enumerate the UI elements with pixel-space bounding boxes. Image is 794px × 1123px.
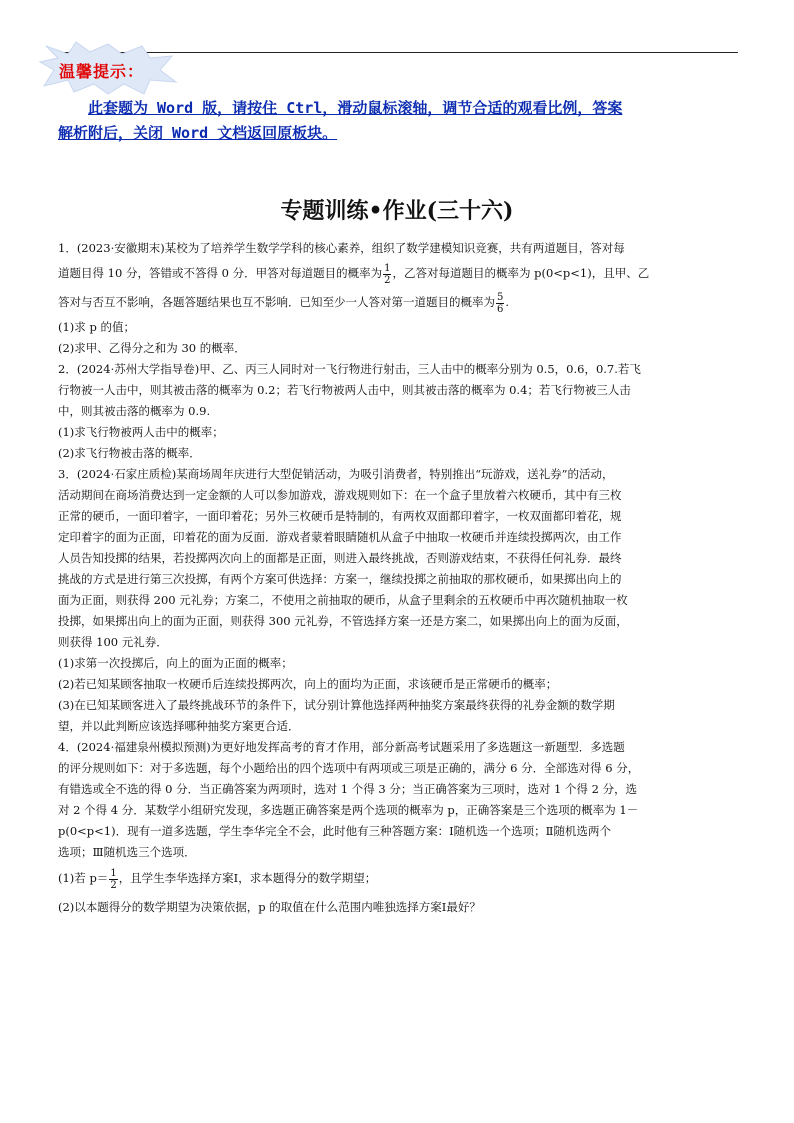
q1-sub-2: (2)求甲、乙得分之和为 30 的概率．: [58, 341, 246, 355]
fraction-denominator: 6: [497, 303, 504, 315]
q1-text: ，乙答对每道题目的概率为 p(0<p<1)，且甲、乙: [392, 266, 650, 280]
q3-line: 3．(2024·石家庄质检)某商场周年庆进行大型促销活动，为吸引消费者，特别推出“玩游戏，送礼券”的活动，: [58, 467, 614, 481]
q1-text: 答对与否互不影响，各题答题结果也互不影响．已知至少一人答对第一道题目的概率为: [58, 295, 495, 309]
q1-line: [58, 287, 742, 317]
tip-title: 温馨提示：: [59, 62, 145, 81]
q3-sub-1: (1)求第一次投掷后，向上的面为正面的概率；: [58, 656, 293, 670]
fraction-numerator: 1: [110, 867, 117, 879]
q3-line: 则获得 100 元礼券．: [58, 635, 168, 649]
q3-line: 投掷，如果掷出向上的面为正面，则获得 300 元礼券，不管选择方案一还是方案二，如果掷出向上的面为反面，: [58, 614, 628, 628]
q3-line: 面为正面，则获得 200 元礼券；方案二，不使用之前抽取的硬币，从盒子里剩余的五枚硬币中再次随机抽取一枚: [58, 593, 628, 607]
fraction-one-half: [383, 263, 391, 286]
q2-sub-1: (1)求飞行物被两人击中的概率；: [58, 425, 224, 439]
q3-sub-3: (3)在已知某顾客进入了最终挑战环节的条件下，试分别计算他选择两种抽奖方案最终获得的礼券金额的数学期: [58, 698, 615, 712]
q1-line: [58, 259, 742, 287]
q4-line: 4．(2024·福建泉州模拟预测)为更好地发挥高考的育才作用，部分新高考试题采用了多选题这一新题型．多选题: [58, 740, 625, 754]
q3-line: 人员告知投掷的结果，若投掷两次向上的面都是正面，则进入最终挑战，否则游戏结束，不获得任何礼券．最终: [58, 551, 622, 565]
q1-line: 1．(2023·安徽期末)某校为了培养学生数学学科的核心素养，组织了数学建模知识竞赛，共有两道题目，答对每: [58, 241, 625, 255]
fraction-denominator: 2: [110, 879, 117, 891]
fraction-numerator: 1: [384, 262, 391, 274]
q4-line: 有错选或全不选的得 0 分．当正确答案为两项时，选对 1 个得 3 分；当正确答案为三项时，选对 1 个得 2 分，选: [58, 782, 638, 796]
q3-sub-3: 望，并以此判断应该选择哪种抽奖方案更合适．: [58, 719, 300, 733]
questions: [58, 238, 742, 918]
q4-sub-2: (2)以本题得分的数学期望为决策依据，p 的取值在什么范围内唯独选择方案Ⅰ最好？: [58, 900, 481, 914]
fraction-numerator: 5: [497, 291, 504, 303]
q4-sub-1: [58, 863, 742, 893]
document-title: 专题训练•作业(三十六): [280, 198, 514, 224]
fraction-one-half: [109, 868, 117, 891]
q3-sub-2: (2)若已知某顾客抽取一枚硬币后连续投掷两次，向上的面均为正面，求该硬币是正常硬币的概率；: [58, 677, 558, 691]
word-notice: [58, 96, 742, 146]
notice-line-2: 解析附后，关闭 Word 文档返回原板块。: [58, 124, 338, 142]
q1-text: 道题目得 10 分，答错或不答得 0 分．甲答对每道题目的概率为: [58, 266, 383, 280]
q3-line: 活动期间在商场消费达到一定金额的人可以参加游戏，游戏规则如下：在一个盒子里放着六枚硬币，其中有三枚: [58, 488, 622, 502]
notice-line-1: 此套题为 Word 版，请按住 Ctrl，滑动鼠标滚轴，调节合适的观看比例，答案: [88, 99, 623, 117]
q4-text: ，且学生李华选择方案Ⅰ，求本题得分的数学期望；: [118, 871, 377, 885]
q2-sub-2: (2)求飞行物被击落的概率．: [58, 446, 201, 460]
fraction-five-sixths: [496, 292, 504, 315]
q3-line: 正常的硬币，一面印着字，一面印着花；另外三枚硬币是特制的，有两枚双面都印着字，一枚双面都印着花，规: [58, 509, 622, 523]
q3-line: 挑战的方式是进行第三次投掷，有两个方案可供选择：方案一，继续投掷之前抽取的那枚硬币，如果掷出向上的: [58, 572, 622, 586]
q2-line: 中，则其被击落的概率为 0.9.: [58, 404, 211, 418]
q4-line: 的评分规则如下：对于多选题，每个小题给出的四个选项中有两项或三项是正确的，满分 6 分．全部选对得 6 分，: [58, 761, 640, 775]
q3-line: 定印着字的面为正面，印着花的面为反面．游戏者蒙着眼睛随机从盒子中抽取一枚硬币并连续投掷两次，由工作: [58, 530, 622, 544]
q1-sub-1: (1)求 p 的值；: [58, 320, 135, 334]
q4-text: (1)若 p＝: [58, 871, 109, 885]
fraction-denominator: 2: [384, 274, 391, 286]
q2-line: 行物被一人击中，则其被击落的概率为 0.2；若飞行物被两人击中，则其被击落的概率为 0.4；若飞行物被三人击: [58, 383, 631, 397]
q4-line: 选项；Ⅲ随机选三个选项．: [58, 845, 196, 859]
q2-line: 2．(2024·苏州大学指导卷)甲、乙、丙三人同时对一飞行物进行射击，三人击中的概率分别为 0.5，0.6，0.7.若飞: [58, 362, 641, 376]
q4-line: 对 2 个得 4 分．某数学小组研究发现，多选题正确答案是两个选项的概率为 p，正确答案是三个选项的概率为 1－: [58, 803, 639, 817]
q4-line: p(0<p<1)．现有一道多选题，学生李华完全不会，此时他有三种答题方案：Ⅰ随机选一个选项；Ⅱ随机选两个: [58, 824, 611, 838]
q1-text: .: [505, 295, 510, 309]
